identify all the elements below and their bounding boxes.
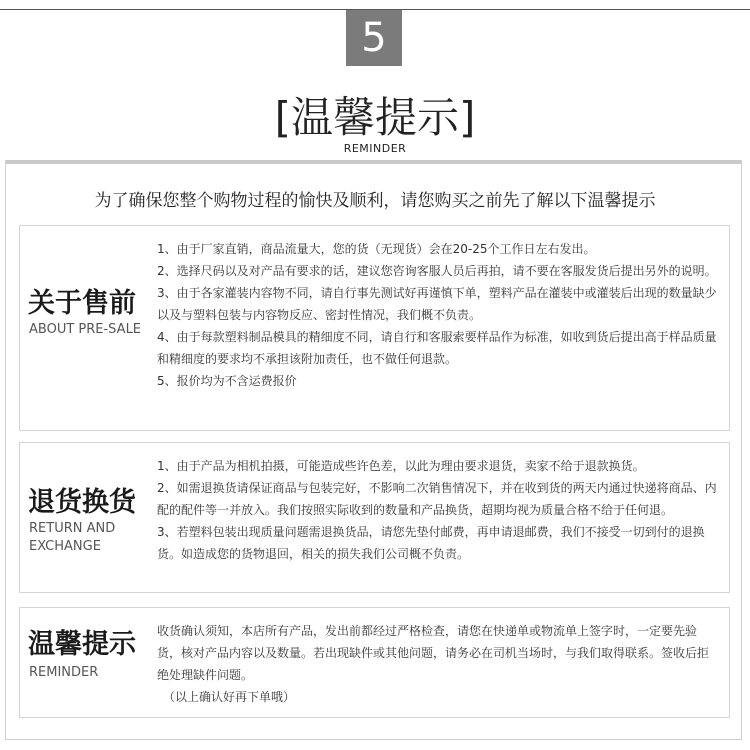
presale-section <box>19 225 730 431</box>
list-item: 3、若塑料包装出现质量问题需退换货品，请您先垫付邮费，再申请退邮费，我们不接受一切到付的退换货。如造成您的货物退回，相关的损失我们公司概不负责。 <box>157 525 705 561</box>
return-exchange-subtitle-line2: EXCHANGE <box>29 539 101 554</box>
reminder-text: 收货确认须知，本店所有产品，发出前都经过严格检查，请您在快递单或物流单上签字时，一定要先验货，核对产品内容以及数量。若出现缺件或其他问题，请务必在司机当场时，与我们取得联系。签收后拒绝处理缺件问题。 <box>157 624 710 682</box>
presale-list <box>157 238 719 392</box>
reminder-note: （以上确认好再下单哦） <box>163 690 296 704</box>
list-item: 3、由于各家灌装内容物不同，请自行事先测试好再谨慎下单，塑料产品在灌装中或灌装后出现的数量缺少以及与塑料包装与内容物反应、密封性情况，我们概不负责。 <box>157 286 717 322</box>
list-item: 1、由于产品为相机拍摄，可能造成些许色差，以此为理由要求退货，卖家不给于退款换货。 <box>157 459 645 473</box>
return-exchange-section <box>19 442 730 593</box>
list-item: 5、报价均为不含运费报价 <box>157 374 297 388</box>
presale-title: 关于售前 <box>28 288 136 319</box>
return-exchange-subtitle-line1: RETURN AND <box>29 521 116 536</box>
reminder-title: 温馨提示 <box>28 629 136 660</box>
return-exchange-list <box>157 455 719 565</box>
list-item: 1、由于厂家直销，商品流量大，您的货（无现货）会在20-25个工作日左右发出。 <box>157 242 596 256</box>
list-item: 2、选择尺码以及对产品有要求的话，建议您咨询客服人员后再拍，请不要在客服发货后提出另外的说明。 <box>157 264 717 278</box>
intro-text: 为了确保您整个购物过程的愉快及顺利，请您购买之前先了解以下温馨提示 <box>94 191 656 211</box>
page-subtitle: REMINDER <box>343 142 407 155</box>
reminder-section <box>19 607 730 718</box>
reminder-body <box>157 620 719 708</box>
presale-subtitle: ABOUT PRE-SALE <box>29 322 142 337</box>
page-title: [温馨提示] <box>274 93 476 142</box>
reminder-subtitle: REMINDER <box>29 665 99 680</box>
list-item: 4、由于每款塑料制品模具的精细度不同，请自行和客服索要样品作为标准，如收到货后提出高于样品质量和精细度的要求均不承担该附加责任，也不做任何退款。 <box>157 330 717 366</box>
return-exchange-title: 退货换货 <box>28 487 136 518</box>
section-number-badge: 5 <box>346 10 402 66</box>
list-item: 2、如需退换货请保证商品与包装完好，不影响二次销售情况下，并在收到货的两天内通过快递将商品、内配的配件等一并放入。我们按照实际收到的数量和产品换货，超期均视为质量合格不给于任何退。 <box>157 481 717 517</box>
